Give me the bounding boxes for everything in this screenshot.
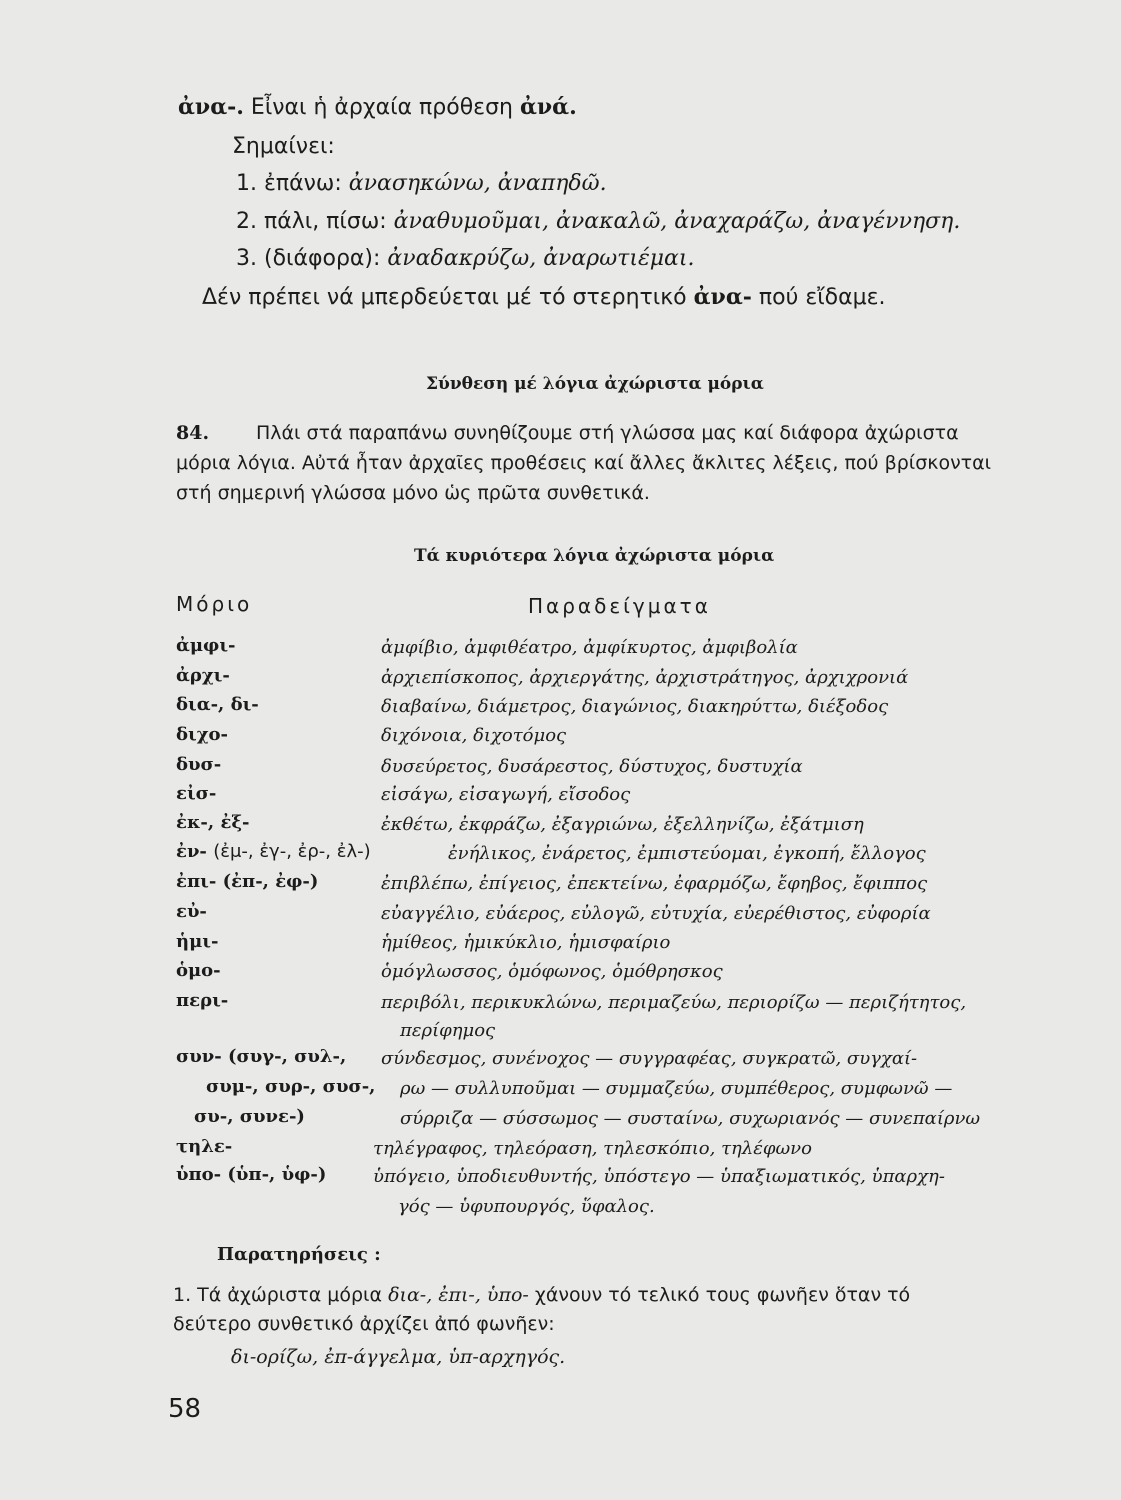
note-1-line-2: δεύτερο συνθετικό ἀρχίζει ἀπό φωνῆεν: (173, 1313, 555, 1335)
warning-prefix: ἀνα- (693, 284, 752, 310)
particle: περι- (176, 990, 229, 1011)
note-particles: δια-, ἐπι-, ὑπο- (388, 1284, 529, 1306)
meaning-label: 3. (διάφορα): (236, 246, 381, 271)
meaning-label: 1. ἐπάνω: (236, 171, 342, 196)
examples: ρω — συλλυποῦμαι — συμμαζεύω, συμπέθερος, συμφωνῶ — (400, 1078, 953, 1099)
examples: ἀρχιεπίσκοπος, ἀρχιεργάτης, ἀρχιστράτηγος, ἀρχιχρονιά (381, 667, 909, 688)
particle: ἡμι- (176, 931, 219, 952)
examples: δυσεύρετος, δυσάρεστος, δύστυχος, δυστυχία (381, 756, 803, 777)
examples: ὁμόγλωσσος, ὁμόφωνος, ὁμόθρησκος (381, 961, 723, 982)
meaning-label: 2. πάλι, πίσω: (236, 209, 387, 234)
note-1-line-1 (173, 1284, 910, 1306)
particle: συ-, συνε-) (194, 1106, 305, 1127)
intro-word: ἀνά. (519, 94, 577, 120)
examples: ἐνήλικος, ἐνάρετος, ἐμπιστεύομαι, ἐγκοπή, ἔλλογος (448, 843, 926, 864)
section-title: Σύνθεση μέ λόγια ἀχώριστα μόρια (426, 374, 764, 394)
column-header-examples: Παραδείγματα (528, 594, 711, 618)
warning-line (202, 284, 886, 310)
examples: σύνδεσμος, συνένοχος — συγγραφέας, συγκρατῶ, συγχαί- (381, 1048, 918, 1069)
notes-title: Παρατηρήσεις : (217, 1244, 381, 1265)
page-number: 58 (168, 1394, 202, 1424)
intro-prefix: ἀνα-. (178, 94, 244, 120)
intro-line-1 (178, 94, 577, 120)
examples: τηλέγραφος, τηλεόραση, τηλεσκόπιο, τηλέφωνο (373, 1138, 812, 1159)
column-header-particle: Μόριο (176, 592, 253, 616)
warning-text: Δέν πρέπει νά μπερδεύεται μέ τό στερητικό (202, 285, 687, 310)
note-text: 1. Τά ἀχώριστα μόρια (173, 1284, 383, 1306)
meaning-item (236, 209, 960, 234)
examples: σύρριζα — σύσσωμος — συσταίνω, συχωριανός — συνεπαίρνω (400, 1108, 981, 1129)
para-84-line-1 (176, 422, 959, 444)
particle: δια-, δι- (176, 694, 259, 715)
meaning-examples: ἀναδακρύζω, ἀναρωτιέμαι. (387, 246, 695, 271)
section-title: Τά κυριότερα λόγια ἀχώριστα μόρια (414, 546, 775, 566)
particle (176, 841, 371, 862)
examples-continued: γός — ὑφυπουργός, ὕφαλος. (398, 1196, 655, 1217)
examples: ἀμφίβιο, ἀμφιθέατρο, ἀμφίκυρτος, ἀμφιβολία (381, 637, 798, 658)
examples: ἡμίθεος, ἡμικύκλιο, ἡμισφαίριο (381, 932, 671, 953)
meaning-item (236, 171, 607, 196)
particle: ὑπο- (ὑπ-, ὑφ-) (176, 1164, 327, 1185)
particle: διχο- (176, 724, 229, 745)
intro-text: Εἶναι ἡ ἀρχαία πρόθεση (250, 95, 513, 120)
particle: ἀμφι- (176, 635, 236, 656)
particle: ἐκ-, ἐξ- (176, 812, 250, 833)
examples: ὑπόγειο, ὑποδιευθυντής, ὑπόστεγο — ὑπαξιωματικός, ὑπαρχη- (373, 1166, 945, 1187)
particle: ἀρχι- (176, 665, 230, 686)
particle: εὐ- (176, 901, 207, 922)
meaning-item (236, 246, 695, 271)
particle-main: ἐν- (176, 841, 207, 862)
particle: εἰσ- (176, 783, 217, 804)
para-84-line-3: στή σημερινή γλώσσα μόνο ὡς πρῶτα συνθετικά. (176, 482, 650, 504)
means-label: Σημαίνει: (232, 134, 335, 159)
examples: διαβαίνω, διάμετρος, διαγώνιος, διακηρύττω, διέξοδος (381, 696, 889, 717)
particle: ἐπι- (ἐπ-, ἐφ-) (176, 871, 319, 892)
examples: διχόνοια, διχοτόμος (381, 725, 567, 746)
particle-variants: (ἐμ-, ἐγ-, ἐρ-, ἐλ-) (213, 841, 371, 862)
note-1-examples: δι-ορίζω, ἐπ-άγγελμα, ὑπ-αρχηγός. (231, 1346, 566, 1368)
particle: συν- (συγ-, συλ-, (176, 1046, 347, 1067)
para-84-line-2: μόρια λόγια. Αὐτά ἦταν ἀρχαῖες προθέσεις καί ἄλλες ἄκλιτες λέξεις, πού βρίσκονται (176, 452, 992, 474)
examples: εὐαγγέλιο, εὐάερος, εὐλογῶ, εὐτυχία, εὐερέθιστος, εὐφορία (381, 903, 931, 924)
examples: ἐκθέτω, ἐκφράζω, ἐξαγριώνω, ἐξελληνίζω, ἐξάτμιση (381, 814, 864, 835)
examples: ἐπιβλέπω, ἐπίγειος, ἐπεκτείνω, ἐφαρμόζω, ἔφηβος, ἔφιππος (381, 873, 928, 894)
examples-continued: περίφημος (400, 1020, 496, 1041)
examples: εἰσάγω, εἰσαγωγή, εἴσοδος (381, 784, 631, 805)
particle: δυσ- (176, 754, 222, 775)
meaning-examples: ἀνασηκώνω, ἀναπηδῶ. (348, 171, 607, 196)
particle: τηλε- (176, 1136, 233, 1157)
para-text: Πλάι στά παραπάνω συνηθίζουμε στή γλώσσα μας καί διάφορα ἀχώριστα (256, 422, 959, 444)
warning-text-end: πού εἴδαμε. (758, 285, 886, 310)
particle: συμ-, συρ-, συσ-, (206, 1076, 376, 1097)
particle: ὁμο- (176, 960, 221, 981)
note-text-end: χάνουν τό τελικό τους φωνῆεν ὅταν τό (534, 1284, 911, 1306)
meaning-examples: ἀναθυμοῦμαι, ἀνακαλῶ, ἀναχαράζω, ἀναγέννηση. (393, 209, 961, 234)
examples: περιβόλι, περικυκλώνω, περιμαζεύω, περιορίζω — περιζήτητος, (381, 992, 967, 1013)
paragraph-number: 84. (176, 422, 210, 444)
